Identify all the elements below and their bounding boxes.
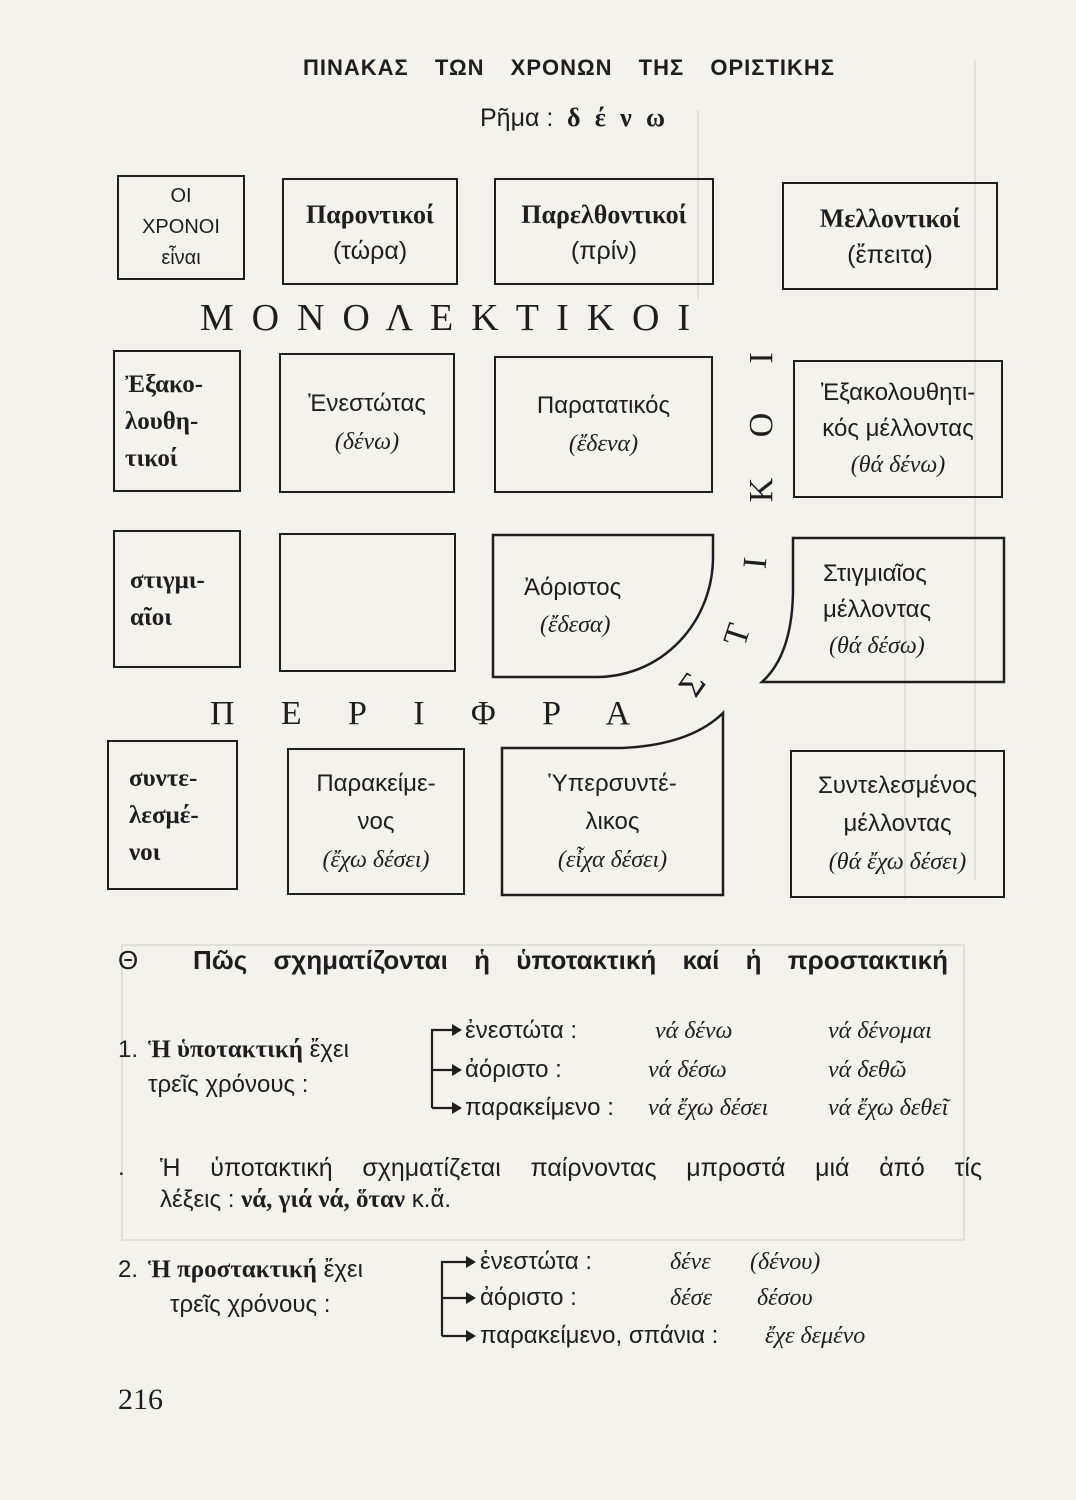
tense-name: Ἀόριστος [524, 574, 622, 601]
tense-name: Ὑπερσυντέ- [548, 769, 677, 797]
tense-name: Παρατατικός [536, 391, 671, 419]
tense-name: νος [357, 807, 395, 835]
verb-label: Ρῆμα : [480, 104, 554, 132]
periphrastic-letter: Τ [716, 619, 759, 651]
verb-value: δ έ ν ω [567, 103, 665, 132]
periphrastic-letter: Ο [743, 412, 780, 438]
imperative-tenses-label: τρεῖς χρόνους : [170, 1291, 331, 1318]
subjunctive-note-bullet: . [118, 1154, 125, 1181]
tense-name: Στιγμιαῖος [823, 560, 927, 587]
cell-present-continuous [279, 353, 455, 493]
periphrastic-label: Π Ε Ρ Ι Φ Ρ Α [210, 695, 630, 732]
periphrastic-letter: Ι [743, 352, 780, 364]
subjunctive-passive-form: νά δεθῶ [828, 1057, 907, 1083]
subjunctive-note-suffix: κ.ἄ. [411, 1186, 451, 1213]
subjunctive-number: 1. [118, 1036, 139, 1063]
row-label-line: τικοί [125, 444, 178, 472]
subjunctive-tense-name: ἀόριστο : [465, 1056, 562, 1083]
subjunctive-passive-form: νά δένομαι [828, 1018, 932, 1044]
periphrastic-letter: Σ [671, 666, 714, 704]
row-label-line: συντε- [129, 764, 198, 792]
tense-name: λικος [585, 807, 640, 835]
imperative-active-form: δένε [670, 1249, 711, 1275]
header-future-note: (ἔπειτα) [847, 241, 933, 269]
header-past-box [494, 178, 714, 285]
cell-future-perfect [790, 750, 1005, 898]
subjunctive-verb: ἔχει [309, 1036, 349, 1063]
row-label-line: λουθη- [125, 407, 199, 435]
tense-name: Ἐνεστώτας [308, 390, 426, 417]
header-present-note: (τώρα) [332, 236, 408, 265]
header-label-line: ΧΡΟΝΟΙ [142, 216, 220, 238]
tense-name: κός μέλλοντας [822, 415, 974, 442]
imperative-tense-name: ἀόριστο : [480, 1284, 577, 1311]
header-label-line: εἶναι [161, 247, 201, 269]
tense-form: (θά δένω) [850, 452, 946, 478]
row-label-continuous [113, 350, 241, 492]
cell-future-continuous [793, 360, 1003, 498]
row-label-line: Ἐξακο- [125, 370, 204, 398]
header-past-note: (πρίν) [570, 236, 638, 265]
subjunctive-tense-name: παρακείμενο : [465, 1094, 614, 1121]
imperative-number: 2. [118, 1256, 139, 1283]
header-future-box [782, 182, 998, 290]
imperative-intro [148, 1256, 363, 1284]
periphrastic-letter: Κ [743, 477, 780, 503]
header-present-name: Παροντικοί [305, 199, 435, 229]
table-title: ΠΙΝΑΚΑΣ ΤΩΝ ΧΡΟΝΩΝ ΤΗΣ ΟΡΙΣΤΙΚΗΣ [303, 55, 835, 80]
cell-future-simple [792, 538, 1004, 682]
subjunctive-tense-name: ἐνεστώτα : [465, 1017, 578, 1044]
imperative-tense-name: παρακείμενο, σπάνια : [480, 1322, 719, 1349]
header-label-box [117, 175, 245, 280]
row-label-perfect [107, 740, 238, 890]
header-past-name: Παρελθοντικοί [521, 199, 687, 229]
tense-name: Συντελεσμένος [817, 772, 978, 799]
subjunctive-tenses-label: τρεῖς χρόνους : [148, 1071, 309, 1098]
cell-present-simple-empty [279, 533, 456, 672]
tense-name: μέλλοντας [823, 596, 932, 623]
cell-past-continuous [494, 356, 713, 493]
subjunctive-intro [148, 1036, 349, 1064]
subjunctive-passive-form: νά ἔχω δεθεῖ [828, 1095, 949, 1121]
header-future-name: Μελλοντικοί [819, 204, 961, 233]
imperative-passive-form: δέσου [757, 1285, 813, 1311]
tense-form: (ἔδενα) [568, 430, 639, 457]
tense-name: μέλλοντας [843, 810, 952, 837]
imperative-bracket [442, 1262, 466, 1336]
row-label-line: λεσμέ- [129, 801, 199, 829]
header-label-line: ΟΙ [170, 185, 192, 207]
subjunctive-note-line: Ἡ ὑποτακτική σχηματίζεται παίρνοντας μπροστά μιά ἀπό τίς [160, 1154, 982, 1182]
tense-form: (ἔδεσα) [540, 612, 611, 638]
row-label-line: στιγμι- [130, 567, 205, 594]
subjunctive-bracket [432, 1030, 452, 1108]
section-heading: Πῶς σχηματίζονται ἡ ὑποτακτική καί ἡ προστακτική [193, 945, 948, 975]
imperative-verb: ἔχει [323, 1256, 363, 1283]
periphrastic-letter: Ι [736, 555, 775, 571]
imperative-arrowheads [466, 1256, 476, 1342]
monolectic-label: Μ Ο Ν Ο Λ Ε Κ Τ Ι Κ Ο Ι [200, 297, 690, 339]
tense-form: (θά ἔχω δέσει) [828, 849, 967, 875]
subjunctive-active-form: νά δέσω [648, 1057, 727, 1083]
row-label-line: αῖοι [130, 604, 172, 631]
imperative-passive-form: (δένου) [750, 1249, 821, 1275]
section-marker: Θ [118, 945, 139, 975]
imperative-subject: Ἡ προστακτική [148, 1256, 317, 1283]
subjunctive-active-form: νά δένω [655, 1018, 733, 1044]
subjunctive-note-words-line [160, 1186, 451, 1214]
row-label-line: νοι [129, 838, 161, 866]
page-number: 216 [118, 1383, 163, 1416]
subjunctive-active-form: νά ἔχω δέσει [648, 1095, 769, 1121]
subjunctive-note-words: νά, γιά νά, ὅταν [241, 1186, 406, 1213]
header-present-box [282, 178, 458, 285]
subjunctive-arrowheads [452, 1024, 462, 1114]
row-label-simple [113, 530, 241, 668]
cell-present-perfect [287, 748, 465, 895]
imperative-active-form: δέσε [670, 1285, 712, 1311]
imperative-tense-name: ἐνεστώτα : [480, 1248, 593, 1275]
tense-name: Παρακείμε- [316, 769, 436, 797]
tense-name: Ἐξακολουθητι- [820, 379, 976, 406]
tense-form: (ἔχω δέσει) [322, 846, 430, 873]
tense-form: (εἶχα δέσει) [557, 846, 668, 873]
subjunctive-note-prefix: λέξεις : [160, 1186, 235, 1213]
cell-past-perfect [502, 748, 723, 895]
tense-form: (θά δέσω) [829, 633, 925, 659]
imperative-active-form: ἔχε δεμένο [765, 1323, 866, 1349]
tense-form: (δένω) [334, 429, 400, 455]
subjunctive-subject: Ἡ ὑποτακτική [148, 1036, 303, 1063]
